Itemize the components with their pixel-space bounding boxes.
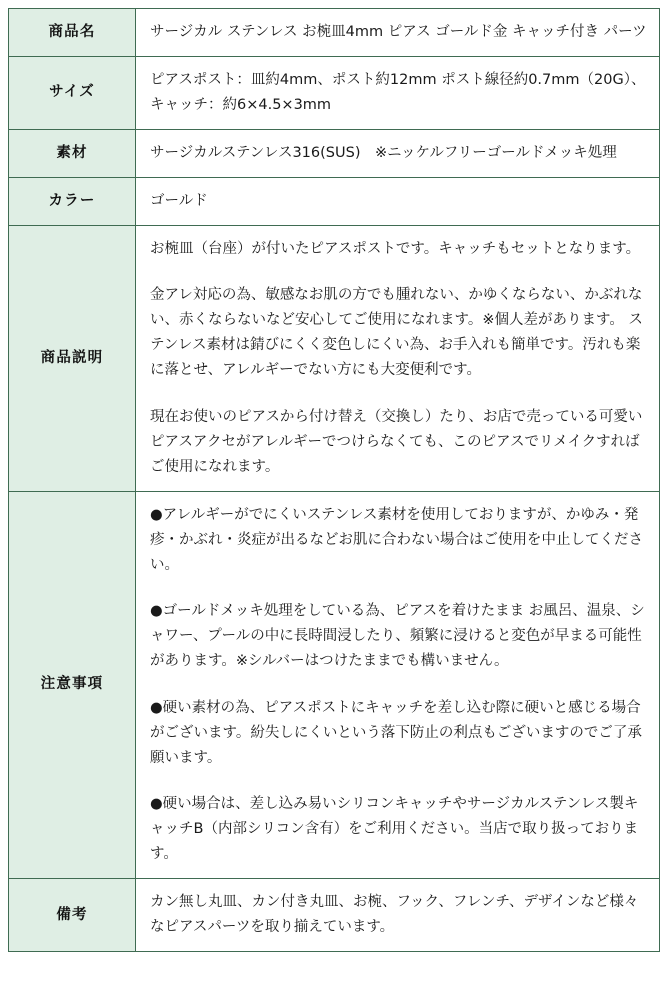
row-header-color: カラー: [9, 177, 136, 225]
table-row: [9, 56, 660, 129]
text-paragraph: ●硬い場合は、差し込み易いシリコンキャッチやサージカルステンレス製キャッチB（内部シリコン含有）をご利用ください。当店で取り扱っております。: [150, 796, 639, 863]
row-header-size: サイズ: [9, 56, 136, 129]
text-paragraph: ゴールド: [150, 192, 208, 209]
row-header-product-name: 商品名: [9, 9, 136, 57]
row-value-product-name: [136, 9, 660, 57]
text-paragraph: ピアスポスト：皿約4mm、ポスト約12mm ポスト線径約0.7mm（20G）、キャッチ：約6×4.5×3mm: [150, 71, 646, 113]
text-paragraph: サージカル ステンレス お椀皿4mm ピアス ゴールド金 キャッチ付き パーツ: [150, 24, 647, 40]
text-paragraph: サージカルステンレス316(SUS) ※ニッケルフリーゴールドメッキ処理: [150, 144, 617, 161]
row-header-material: 素材: [9, 129, 136, 177]
table-row: [9, 225, 660, 491]
row-value-remarks: [136, 879, 660, 952]
text-paragraph: ●ゴールドメッキ処理をしている為、ピアスを着けたまま お風呂、温泉、シャワー、プールの中に長時間浸したり、頻繁に浸けると変色が早まる可能性があります。※シルバーはつけたままでも構いません。: [150, 603, 645, 670]
text-paragraph: 現在お使いのピアスから付け替え（交換し）たり、お店で売っている可愛いピアスアクセがアレルギーでつけらなくても、このピアスでリメイクすればご使用になれます。: [150, 408, 643, 475]
text-paragraph: ●アレルギーがでにくいステンレス素材を使用しておりますが、かゆみ・発疹・かぶれ・炎症が出るなどお肌に合わない場合はご使用を中止してください。: [150, 506, 643, 573]
table-body: [9, 9, 660, 952]
text-paragraph: お椀皿（台座）が付いたピアスポストです。キャッチもセットとなります。: [150, 240, 641, 257]
table-row: [9, 491, 660, 879]
row-value-description: [136, 225, 660, 491]
row-header-description: 商品説明: [9, 225, 136, 491]
row-value-size: [136, 56, 660, 129]
table-row: [9, 879, 660, 952]
text-paragraph: 金アレ対応の為、敏感なお肌の方でも腫れない、かゆくならない、かぶれない、赤くならないなど安心してご使用になれます。※個人差があります。 ステンレス素材は錆びにくく変色しにくい為、お手入れも簡単です。汚れも楽に落とせ、アレルギーでない方にも大変便利です。: [150, 287, 643, 379]
text-paragraph: カン無し丸皿、カン付き丸皿、お椀、フック、フレンチ、デザインなど様々なピアスパーツを取り揃えています。: [150, 894, 639, 936]
row-value-material: [136, 129, 660, 177]
table-row: [9, 177, 660, 225]
row-header-remarks: 備考: [9, 879, 136, 952]
product-spec-table: [8, 8, 660, 952]
row-header-notes: 注意事項: [9, 491, 136, 879]
row-value-notes: [136, 491, 660, 879]
table-row: [9, 129, 660, 177]
table-row: [9, 9, 660, 57]
row-value-color: [136, 177, 660, 225]
text-paragraph: ●硬い素材の為、ピアスポストにキャッチを差し込む際に硬いと感じる場合がございます。紛失しにくいという落下防止の利点もございますのでご了承願います。: [150, 699, 642, 766]
